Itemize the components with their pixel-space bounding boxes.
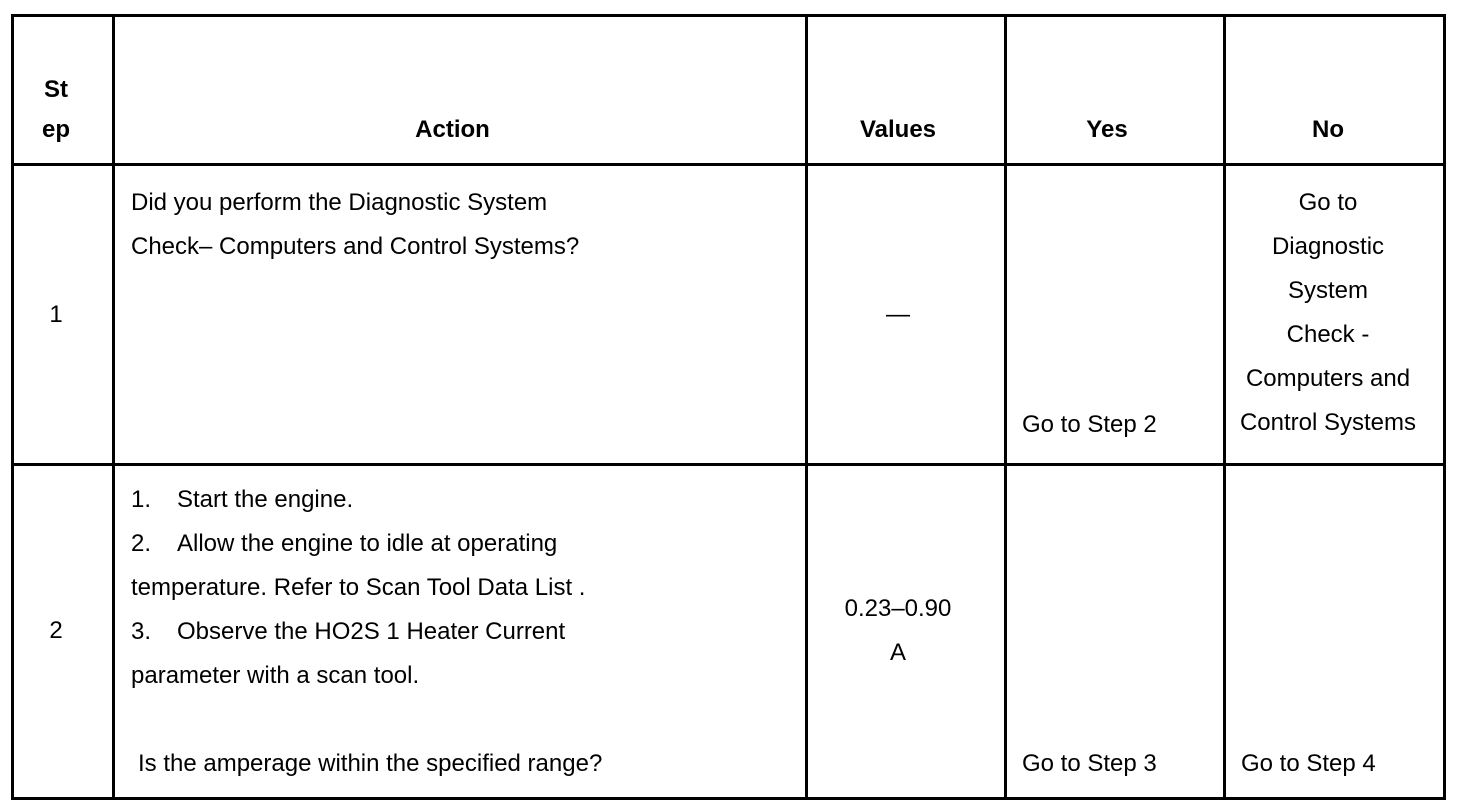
row1-no-line5: Computers and [1245,365,1411,392]
row1-action-line1: Did you perform the Diagnostic System [131,189,548,216]
header-divider [14,163,1443,166]
row1-no-line4: Check - [1286,321,1370,348]
row-divider [14,463,1443,466]
row2-question: Is the amperage within the specified range? [138,750,603,777]
item3-num: 3. [131,618,152,645]
header-no: No [1312,116,1344,143]
header-step-line2: ep [41,116,70,143]
item2-text: Allow the engine to idle at operating [177,530,558,557]
row1-no-line2: Diagnostic [1271,233,1385,260]
row1-step: 1 [49,301,63,328]
row1-no [1223,181,1433,445]
row2-action [131,478,585,698]
item3-text: Observe the HO2S 1 Heater Current [177,618,566,645]
header-step [14,70,98,150]
row2-step: 2 [49,617,63,644]
item1-num: 1. [131,486,152,513]
item1-text: Start the engine. [177,486,354,513]
row2-value-line1: 0.23–0.90 [844,595,952,622]
row2-value-line2: A [889,639,906,666]
row2-action-item1 [131,478,585,522]
row2-no: Go to Step 4 [1241,750,1376,777]
row1-action [131,181,579,269]
row2-yes: Go to Step 3 [1022,750,1157,777]
row1-no-line3: System [1287,277,1368,304]
row2-action-item3 [131,610,585,654]
row1-yes: Go to Step 2 [1022,411,1157,438]
row2-action-item2 [131,522,585,566]
row1-no-line6: Control Systems [1239,409,1417,436]
header-yes: Yes [1086,116,1128,143]
row2-action-item3-cont: parameter with a scan tool. [131,662,420,689]
header-action: Action [415,116,490,143]
header-step-line1: St [44,76,68,103]
row1-value: — [886,301,910,328]
row1-no-line1: Go to [1298,189,1358,216]
row1-action-line2: Check– Computers and Control Systems? [131,233,580,260]
header-values: Values [859,116,937,143]
row2-value [805,587,991,675]
item2-num: 2. [131,530,152,557]
row2-action-item2-cont: temperature. Refer to Scan Tool Data List . [131,574,586,601]
